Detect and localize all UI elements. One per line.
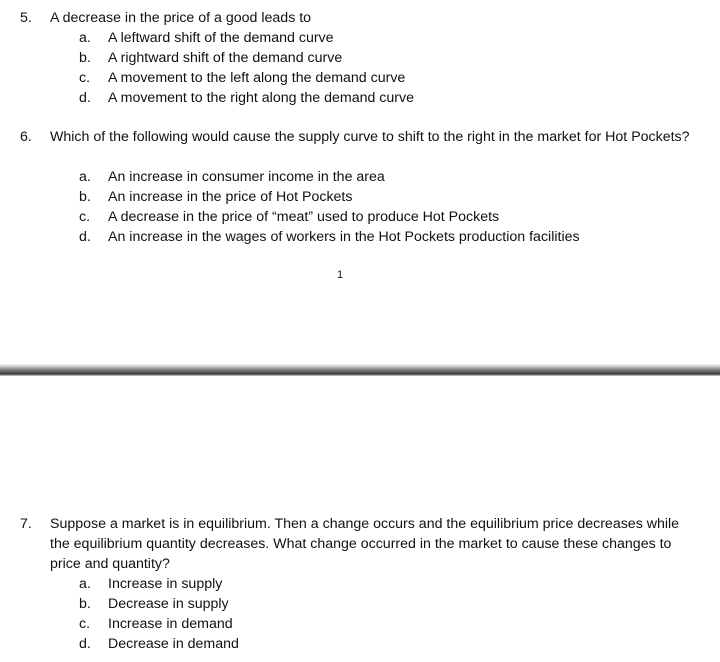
question-number: 5. xyxy=(20,10,32,26)
option-letter: c. xyxy=(79,70,91,86)
option-text: Increase in supply xyxy=(108,576,223,592)
answer-option-c[interactable] xyxy=(0,614,720,634)
answer-option-c[interactable] xyxy=(0,68,720,88)
option-text: A movement to the left along the demand curve xyxy=(108,70,406,86)
option-text: An increase in the wages of workers in the Hot Pockets production facilities xyxy=(108,229,580,245)
question-7 xyxy=(0,514,720,654)
option-text: Decrease in supply xyxy=(108,596,229,612)
answer-option-c[interactable] xyxy=(0,207,720,227)
answer-option-d[interactable] xyxy=(0,227,720,247)
option-letter: c. xyxy=(79,616,91,632)
option-text: A rightward shift of the demand curve xyxy=(108,50,343,66)
question-number: 7. xyxy=(20,516,32,532)
page-break-divider xyxy=(0,364,720,376)
answer-options xyxy=(0,574,720,654)
question-text: Suppose a market is in equilibrium. Then a change occurs and the equilibrium price decreases while the equilibrium quantity decreases. What change occurred in the market to cause these changes to price and quantity? xyxy=(50,516,680,572)
option-text: A decrease in the price of “meat” used to produce Hot Pockets xyxy=(108,209,500,225)
option-text: An increase in the price of Hot Pockets xyxy=(108,189,353,205)
answer-option-b[interactable] xyxy=(0,48,720,68)
answer-option-a[interactable] xyxy=(0,28,720,48)
answer-options xyxy=(0,167,720,247)
answer-option-d[interactable] xyxy=(0,88,720,108)
answer-option-b[interactable] xyxy=(0,594,720,614)
option-text: Decrease in demand xyxy=(108,636,239,652)
option-letter: c. xyxy=(79,209,91,225)
answer-option-d[interactable] xyxy=(0,634,720,654)
option-letter: b. xyxy=(79,50,91,66)
question-6-stem xyxy=(0,127,720,167)
option-letter: d. xyxy=(79,229,91,245)
question-text: Which of the following would cause the supply curve to shift to the right in the market for Hot Pockets? xyxy=(50,129,690,145)
option-letter: b. xyxy=(79,596,91,612)
answer-option-a[interactable] xyxy=(0,167,720,187)
answer-option-b[interactable] xyxy=(0,187,720,207)
question-number: 6. xyxy=(20,129,32,145)
option-letter: a. xyxy=(79,169,91,185)
question-text: A decrease in the price of a good leads to xyxy=(50,10,312,26)
answer-options xyxy=(0,28,720,108)
option-letter: a. xyxy=(79,576,91,592)
option-text: An increase in consumer income in the area xyxy=(108,169,385,185)
answer-option-a[interactable] xyxy=(0,574,720,594)
question-5-stem xyxy=(0,8,720,28)
option-letter: a. xyxy=(79,30,91,46)
option-text: A leftward shift of the demand curve xyxy=(108,30,334,46)
question-6 xyxy=(0,127,720,247)
option-letter: d. xyxy=(79,90,91,106)
question-5 xyxy=(0,8,720,108)
option-text: A movement to the right along the demand curve xyxy=(108,90,415,106)
option-text: Increase in demand xyxy=(108,616,233,632)
option-letter: d. xyxy=(79,636,91,652)
option-letter: b. xyxy=(79,189,91,205)
question-7-stem xyxy=(0,514,720,574)
page-number: 1 xyxy=(337,269,344,281)
